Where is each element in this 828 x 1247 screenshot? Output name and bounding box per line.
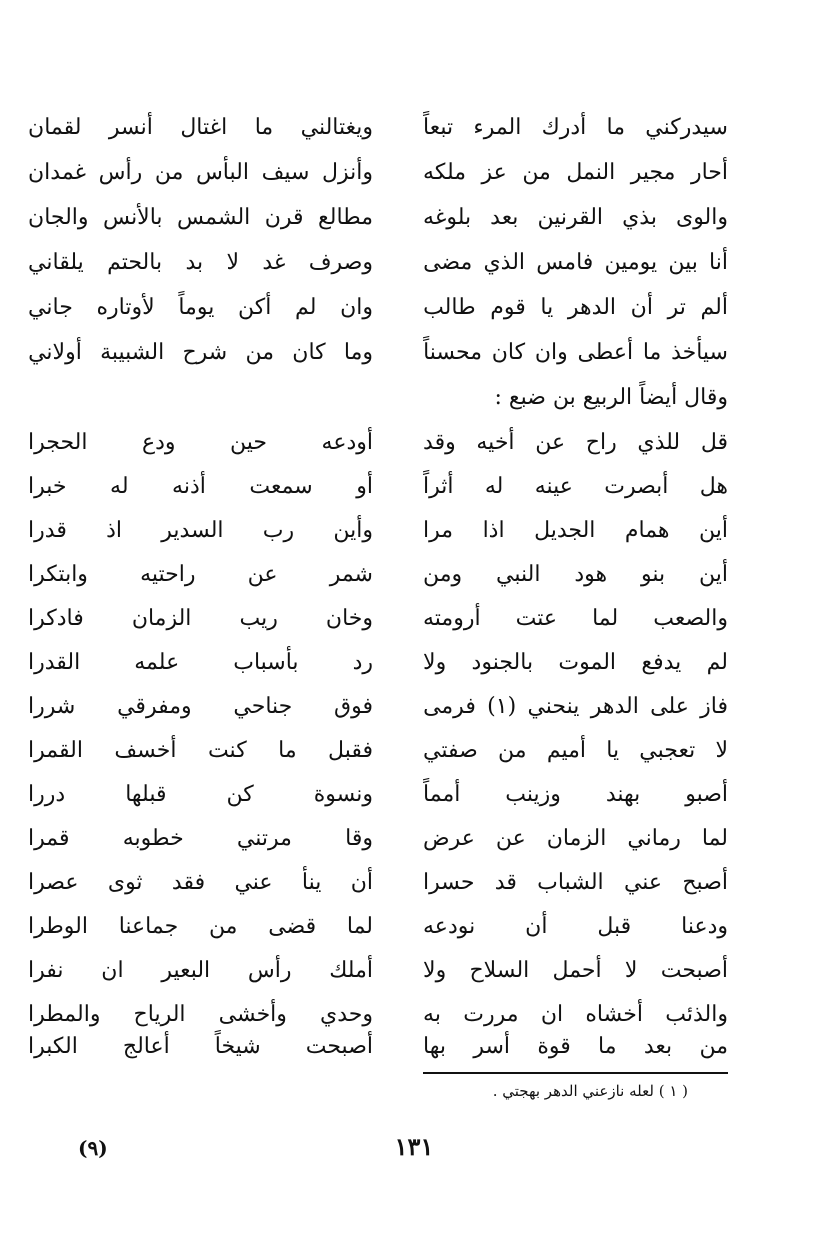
- verse-word: بعد: [490, 205, 519, 230]
- verse-word: قمرا: [28, 826, 70, 851]
- verse-right: [423, 108, 728, 148]
- verse-word: تبعاً: [423, 115, 454, 140]
- verse-word: كن: [226, 782, 254, 807]
- verse-word: راحتيه: [140, 562, 196, 587]
- verse-word: أصبحت: [305, 1034, 373, 1059]
- verse-word: طالب: [423, 295, 476, 320]
- verse-word: فوق: [334, 694, 373, 719]
- verse-word: تعجبي: [639, 738, 696, 763]
- verse-word: أنا: [709, 250, 728, 275]
- verse-word: وقد: [423, 430, 456, 455]
- verse-word: فاز: [700, 694, 728, 719]
- verse-word: والوى: [675, 205, 728, 230]
- verse-word: اذ: [106, 518, 123, 543]
- verse-word: وما: [343, 340, 373, 365]
- verse-word: (١): [487, 694, 517, 719]
- verse-word: قدرا: [28, 518, 67, 543]
- verse-word: سيدركني: [645, 115, 728, 140]
- verse-word: سمعت: [249, 474, 313, 499]
- verse-word: رأس: [98, 160, 143, 185]
- verse-word: البأس: [195, 160, 249, 185]
- footnote-divider: [423, 1072, 728, 1074]
- verse-word: عتت: [515, 606, 558, 631]
- verse-left: [28, 731, 373, 771]
- verse-word: وأنزل: [322, 160, 373, 185]
- verse-word: القرنين: [537, 205, 604, 230]
- verse-word: ما: [254, 115, 274, 140]
- verse-word: أعالج: [122, 1034, 170, 1059]
- verse-word: اذا: [482, 518, 505, 543]
- verse-word: أملك: [329, 958, 373, 983]
- verse-right: [423, 555, 728, 595]
- verse-word: علمه: [134, 650, 180, 675]
- verse-word: به: [423, 1002, 441, 1027]
- verse-word: ومفرقي: [117, 694, 192, 719]
- verse-word: حين: [230, 430, 268, 455]
- verse-word: بعد: [643, 1034, 673, 1059]
- verse-word: الكبرا: [28, 1034, 78, 1059]
- verse-word: وان: [534, 340, 568, 365]
- verse-word: قضى: [268, 914, 317, 939]
- verse-word: ومن: [423, 562, 463, 587]
- verse-left: [28, 1027, 373, 1067]
- verse-left: [28, 467, 373, 507]
- verse-word: للذي: [637, 430, 681, 455]
- verse-word: همام: [624, 518, 670, 543]
- verse-word: عني: [623, 870, 663, 895]
- verse-word: وحدي: [320, 1002, 373, 1027]
- verse-word: أدرك: [541, 115, 587, 140]
- verse-left: [28, 951, 373, 991]
- verse-word: غمدان: [28, 160, 87, 185]
- verse-word: قبلها: [125, 782, 167, 807]
- verse-left: [28, 333, 373, 373]
- verse-word: فرمى: [423, 694, 476, 719]
- verse-word: النمل: [566, 160, 616, 185]
- verse-left: [28, 599, 373, 639]
- verse-word: ان: [540, 1002, 564, 1027]
- verse-right: [423, 1027, 728, 1067]
- verse-word: من: [498, 738, 527, 763]
- verse-left: [28, 511, 373, 551]
- verse-word: والذئب: [665, 1002, 728, 1027]
- verse-word: كان: [292, 340, 326, 365]
- verse-word: تر: [667, 295, 686, 320]
- verse-right: [423, 951, 728, 991]
- verse-word: الشباب: [537, 870, 604, 895]
- verse-left: [28, 555, 373, 595]
- verse-word: أصبح: [682, 870, 728, 895]
- verse-word: نفرا: [28, 958, 64, 983]
- verse-word: أصبو: [685, 782, 728, 807]
- verse-word: شيخاً: [214, 1034, 261, 1059]
- verse-word: الموت: [558, 650, 617, 675]
- verse-word: والجان: [28, 205, 89, 230]
- verse-word: أمماً: [423, 782, 461, 807]
- verse-word: وأخشى: [218, 1002, 287, 1027]
- verse-word: ودعنا: [681, 914, 728, 939]
- verse-word: وخان: [325, 606, 373, 631]
- verse-word: عينه: [534, 474, 573, 499]
- verse-word: بهند: [605, 782, 641, 807]
- verse-word: بالحتم: [107, 250, 163, 275]
- verse-word: قرن: [264, 205, 304, 230]
- verse-word: عز: [481, 160, 507, 185]
- verse-word: بالأنس: [103, 205, 163, 230]
- verse-word: بذي: [622, 205, 657, 230]
- verse-word: دررا: [28, 782, 66, 807]
- verse-word: والصعب: [653, 606, 728, 631]
- verse-word: سيأخذ: [671, 340, 728, 365]
- verse-word: ونسوة: [313, 782, 373, 807]
- verse-word: الحجرا: [28, 430, 88, 455]
- verse-word: الرياح: [133, 1002, 186, 1027]
- verse-word: لا: [624, 958, 638, 983]
- verse-word: ما: [598, 1034, 617, 1059]
- verse-word: وصرف: [308, 250, 373, 275]
- verse-word: البعير: [161, 958, 211, 983]
- verse-word: أحمل: [552, 958, 602, 983]
- verse-word: جاني: [28, 295, 73, 320]
- verse-word: بالجنود: [471, 650, 534, 675]
- verse-word: محسناً: [423, 340, 483, 365]
- verse-word: بين: [668, 250, 698, 275]
- verse-left: [28, 108, 373, 148]
- verse-word: النبي: [496, 562, 541, 587]
- verse-right: [423, 288, 728, 328]
- verse-word: فقبل: [328, 738, 373, 763]
- verse-word: أو: [356, 474, 373, 499]
- verse-word: قبل: [597, 914, 632, 939]
- verse-word: مجير: [630, 160, 676, 185]
- verse-word: بنو: [641, 562, 666, 587]
- verse-word: بد: [185, 250, 204, 275]
- verse-word: أين: [699, 518, 728, 543]
- verse-word: يا: [606, 738, 620, 763]
- verse-word: فادكرا: [28, 606, 84, 631]
- verse-word: قد: [494, 870, 517, 895]
- verse-word: الوطرا: [28, 914, 88, 939]
- verse-left: [28, 288, 373, 328]
- verse-word: لقمان: [28, 115, 82, 140]
- verse-word: يلقاني: [28, 250, 84, 275]
- verse-word: سيف: [261, 160, 310, 185]
- verse-word: أميم: [546, 738, 586, 763]
- verse-word: ريب: [239, 606, 278, 631]
- verse-word: ولا: [423, 958, 447, 983]
- verse-word: من: [208, 914, 238, 939]
- verse-word: مررت: [463, 1002, 519, 1027]
- poem-intro: وقال أيضاً الربيع بن ضبع :: [494, 385, 728, 410]
- verse-right: [423, 907, 728, 947]
- verse-word: الشبيبة: [100, 340, 165, 365]
- verse-word: بأسباب: [233, 650, 299, 675]
- verse-word: ما: [642, 340, 662, 365]
- verse-left: [28, 198, 373, 238]
- verse-word: الزمان: [546, 826, 607, 851]
- verse-word: ولا: [423, 650, 447, 675]
- signature-mark: (٩): [78, 1136, 108, 1160]
- verse-word: الدهر: [567, 295, 617, 320]
- verse-word: لما: [346, 914, 373, 939]
- verse-word: وقا: [345, 826, 373, 851]
- verse-left: [28, 863, 373, 903]
- verse-word: أخسف: [114, 738, 177, 763]
- verse-word: خبرا: [28, 474, 67, 499]
- verse-word: كان: [491, 340, 526, 365]
- verse-right: [423, 819, 728, 859]
- verse-left: [28, 687, 373, 727]
- verse-word: عن: [535, 430, 566, 455]
- verse-word: عني: [234, 870, 273, 895]
- verse-word: الدهر: [590, 694, 639, 719]
- verse-word: شمر: [329, 562, 373, 587]
- verse-word: عرض: [423, 826, 475, 851]
- verse-right: [423, 511, 728, 551]
- verse-word: يومين: [604, 250, 658, 275]
- verse-word: راح: [585, 430, 617, 455]
- verse-right: [423, 153, 728, 193]
- verse-left: [28, 153, 373, 193]
- verse-word: أعطى: [577, 340, 634, 365]
- verse-right: [423, 243, 728, 283]
- verse-word: ان: [101, 958, 124, 983]
- verse-left: [28, 243, 373, 283]
- verse-word: من: [522, 160, 551, 185]
- verse-word: يدفع: [641, 650, 682, 675]
- verse-word: جماعنا: [118, 914, 179, 939]
- verse-right: [423, 687, 728, 727]
- verse-word: من: [154, 160, 184, 185]
- verse-word: لا: [715, 738, 728, 763]
- verse-right: [423, 423, 728, 463]
- verse-word: أن: [350, 870, 373, 895]
- verse-word: أخشاه: [585, 1002, 643, 1027]
- verse-word: أثراً: [423, 474, 454, 499]
- verse-word: ينحني: [527, 694, 580, 719]
- verse-word: أرومته: [423, 606, 481, 631]
- verse-word: مطالع: [318, 205, 373, 230]
- verse-word: السلاح: [469, 958, 530, 983]
- verse-word: المرء: [473, 115, 522, 140]
- verse-right: [423, 467, 728, 507]
- verse-word: رماني: [627, 826, 681, 851]
- verse-word: أولاني: [28, 340, 82, 365]
- verse-word: أسر: [473, 1034, 510, 1059]
- verse-word: لا: [226, 250, 239, 275]
- verse-word: ما: [606, 115, 626, 140]
- verse-word: وان: [340, 295, 373, 320]
- verse-word: ملكه: [423, 160, 467, 185]
- verse-right: [423, 643, 728, 683]
- verse-word: وزينب: [505, 782, 561, 807]
- verse-word: رأس: [247, 958, 292, 983]
- verse-word: قل: [700, 430, 728, 455]
- verse-word: له: [484, 474, 504, 499]
- verse-word: لما: [592, 606, 619, 631]
- verse-word: ما: [278, 738, 297, 763]
- verse-word: ثوى: [107, 870, 143, 895]
- verse-word: فقد: [171, 870, 206, 895]
- verse-word: ألم: [700, 295, 728, 320]
- verse-word: ويغتالني: [300, 115, 373, 140]
- verse-word: لم: [295, 295, 317, 320]
- page-number: ١٣١: [394, 1132, 434, 1161]
- verse-right: [423, 599, 728, 639]
- verse-word: لما: [701, 826, 728, 851]
- verse-word: ودع: [141, 430, 176, 455]
- verse-word: وأين: [333, 518, 373, 543]
- verse-word: الشمس: [177, 205, 251, 230]
- verse-word: حسرا: [423, 870, 475, 895]
- verse-left: [28, 819, 373, 859]
- verse-word: مرتني: [236, 826, 292, 851]
- verse-word: شرح: [182, 340, 228, 365]
- verse-word: أن: [630, 295, 653, 320]
- verse-right: [423, 333, 728, 373]
- verse-word: قوم: [490, 295, 526, 320]
- verse-word: قوة: [537, 1034, 571, 1059]
- verse-word: نودعه: [423, 914, 476, 939]
- verse-word: عن: [247, 562, 278, 587]
- verse-word: الذي: [483, 250, 526, 275]
- verse-word: خطوبه: [122, 826, 184, 851]
- verse-word: فامس: [536, 250, 594, 275]
- verse-word: أصبحت: [660, 958, 728, 983]
- verse-word: يوماً: [178, 295, 215, 320]
- verse-word: عن: [495, 826, 526, 851]
- verse-word: لم: [706, 650, 728, 675]
- verse-word: من: [699, 1034, 728, 1059]
- verse-word: كنت: [207, 738, 247, 763]
- verse-word: أين: [699, 562, 728, 587]
- verse-word: من: [245, 340, 275, 365]
- verse-right: [423, 863, 728, 903]
- verse-right: [423, 731, 728, 771]
- verse-word: أحار: [690, 160, 728, 185]
- verse-word: الجديل: [534, 518, 596, 543]
- verse-word: عصرا: [28, 870, 79, 895]
- verse-left: [28, 643, 373, 683]
- verse-word: أذنه: [172, 474, 206, 499]
- verse-word: أكن: [238, 295, 272, 320]
- verse-right: [423, 198, 728, 238]
- verse-right: [423, 775, 728, 815]
- verse-word: هل: [699, 474, 728, 499]
- verse-word: أخيه: [476, 430, 515, 455]
- verse-word: مرا: [423, 518, 454, 543]
- verse-word: جناحي: [233, 694, 293, 719]
- verse-word: والمطرا: [28, 1002, 101, 1027]
- verse-word: أودعه: [321, 430, 373, 455]
- verse-word: رد: [352, 650, 373, 675]
- verse-left: [28, 907, 373, 947]
- verse-word: هود: [574, 562, 608, 587]
- verse-word: رب: [262, 518, 295, 543]
- verse-word: اغتال: [180, 115, 228, 140]
- verse-word: شررا: [28, 694, 76, 719]
- verse-word: غد: [262, 250, 286, 275]
- verse-word: لأوتاره: [96, 295, 155, 320]
- verse-word: له: [110, 474, 129, 499]
- verse-word: على: [650, 694, 689, 719]
- verse-word: أن: [525, 914, 548, 939]
- verse-left: [28, 423, 373, 463]
- verse-word: أنسر: [108, 115, 153, 140]
- verse-word: الزمان: [131, 606, 192, 631]
- verse-word: صفتي: [423, 738, 478, 763]
- footnote: ( ١ ) لعله نازعني الدهر بهجتي .: [492, 1082, 688, 1100]
- verse-word: بها: [423, 1034, 446, 1059]
- verse-word: يا: [540, 295, 554, 320]
- verse-word: مضى: [423, 250, 473, 275]
- verse-word: وابتكرا: [28, 562, 88, 587]
- verse-left: [28, 775, 373, 815]
- verse-word: القمرا: [28, 738, 83, 763]
- verse-word: السدير: [161, 518, 224, 543]
- verse-word: ينأ: [301, 870, 322, 895]
- verse-word: القدرا: [28, 650, 81, 675]
- verse-word: أبصرت: [604, 474, 669, 499]
- verse-word: بلوغه: [423, 205, 472, 230]
